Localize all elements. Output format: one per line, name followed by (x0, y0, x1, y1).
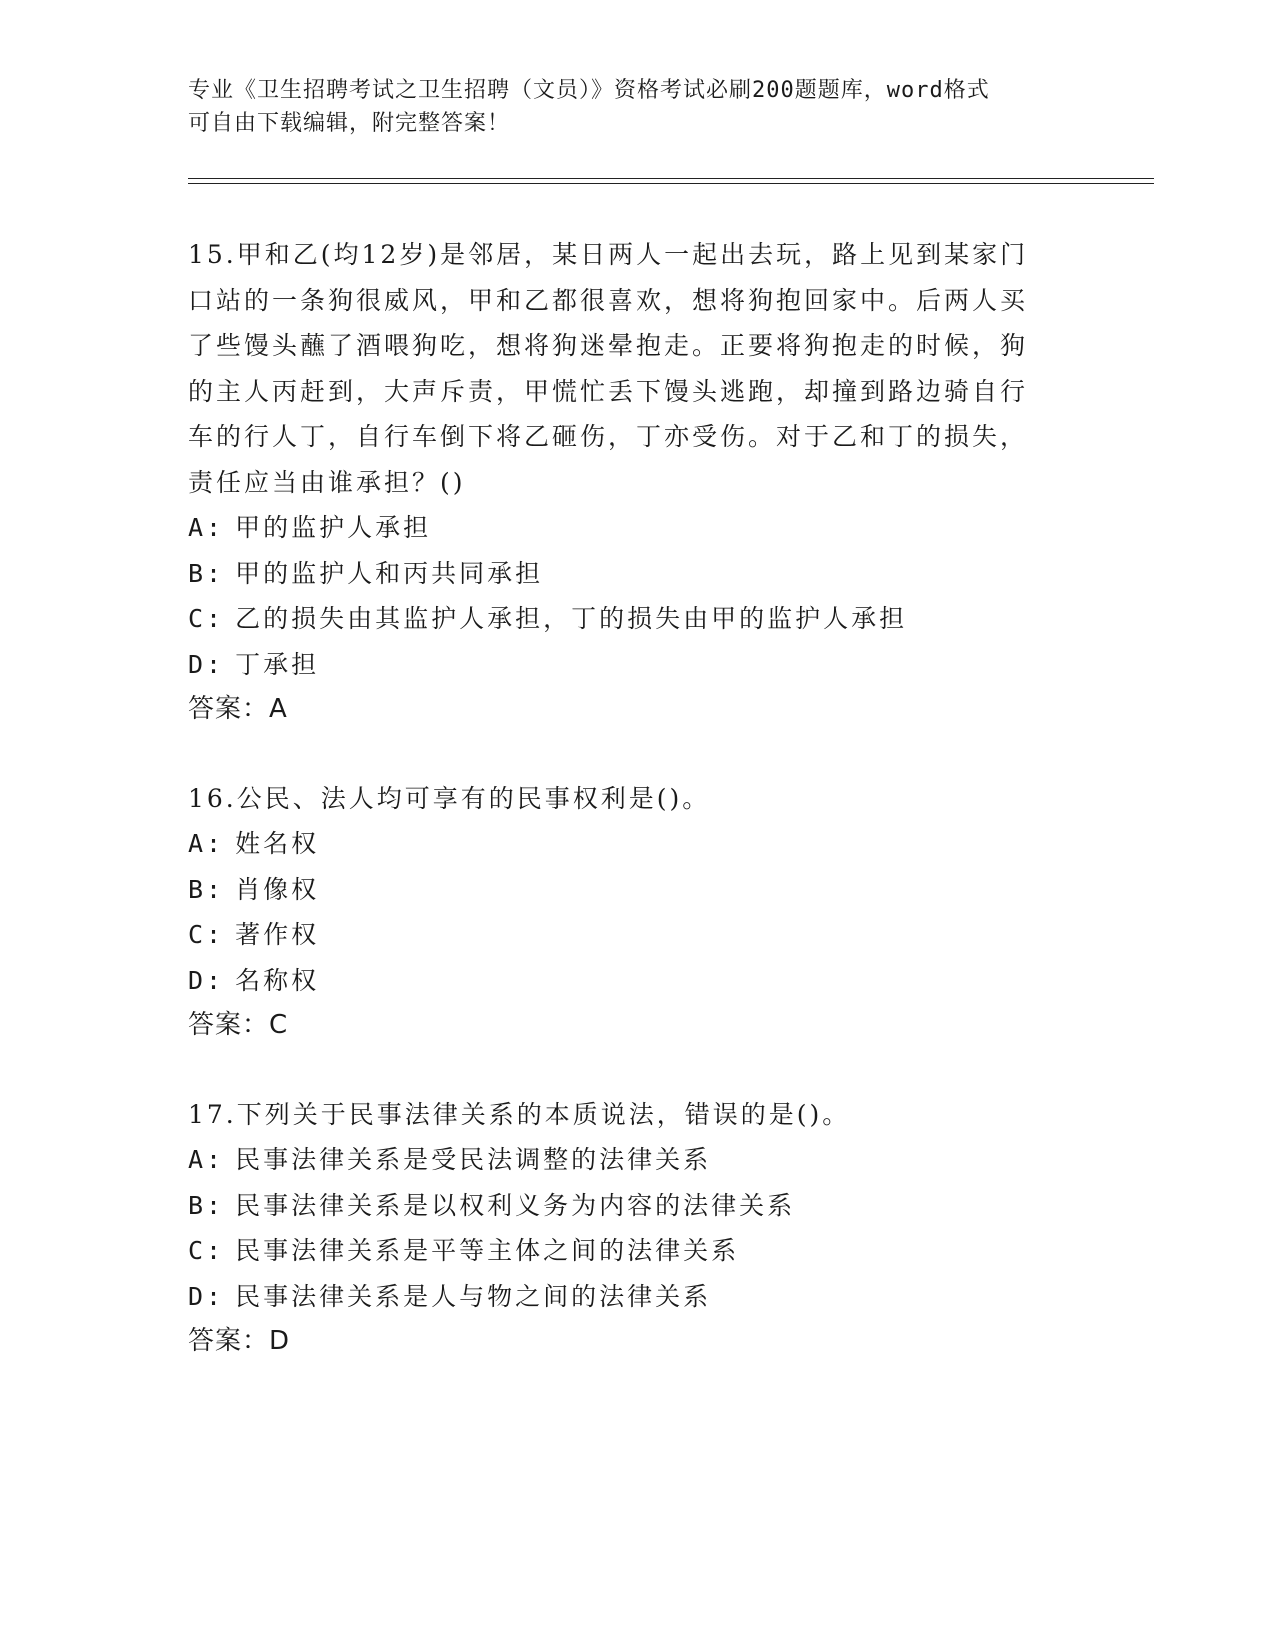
option-text: 甲的监护人承担 (235, 513, 432, 542)
option-text: 民事法律关系是平等主体之间的法律关系 (235, 1236, 740, 1265)
option-d (188, 642, 1068, 688)
option-key: A: (188, 1145, 225, 1174)
option-text: 民事法律关系是人与物之间的法律关系 (235, 1281, 712, 1311)
question-text: 17.下列关于民事法律关系的本质说法，错误的是()。 (188, 1099, 851, 1129)
option-text: 肖像权 (235, 874, 320, 904)
option-c (188, 1228, 1068, 1274)
header-line: 专业《卫生招聘考试之卫生招聘（文员）》资格考试必刷200题题库，word格式 (188, 78, 990, 103)
question-text: 16.公民、法人均可享有的民事权利是()。 (188, 783, 711, 813)
question-text: 的主人丙赶到，大声斥责，甲慌忙丢下馒头逃跑，却撞到路边骑自行 (188, 376, 1029, 406)
option-text: 名称权 (235, 965, 320, 995)
answer-line: 答案：D (188, 1326, 291, 1356)
option-key: B: (188, 1190, 225, 1220)
option-key: C: (188, 604, 225, 633)
option-key: D: (188, 649, 225, 679)
option-key: B: (188, 874, 225, 904)
question-17 (188, 1092, 1068, 1365)
document-header (188, 74, 1068, 140)
option-text: 著作权 (235, 920, 320, 949)
option-text: 姓名权 (235, 829, 320, 858)
question-text: 15.甲和乙(均12岁)是邻居，某日两人一起出去玩，路上见到某家门 (188, 240, 1029, 269)
option-a (188, 505, 1068, 551)
option-d (188, 958, 1068, 1004)
answer-line: 答案：C (188, 1010, 289, 1040)
option-key: C: (188, 920, 225, 949)
option-a (188, 821, 1068, 867)
option-b (188, 867, 1068, 913)
option-text: 民事法律关系是以权利义务为内容的法律关系 (235, 1190, 796, 1220)
option-key: C: (188, 1236, 225, 1265)
option-b (188, 1183, 1068, 1229)
question-16 (188, 776, 1068, 1049)
option-c (188, 912, 1068, 958)
option-b (188, 551, 1068, 597)
option-c (188, 596, 1068, 642)
option-d (188, 1274, 1068, 1320)
option-key: A: (188, 829, 225, 858)
question-list (188, 232, 1068, 1408)
question-text: 车的行人丁，自行车倒下将乙砸伤，丁亦受伤。对于乙和丁的损失， (188, 422, 1029, 451)
option-key: A: (188, 513, 225, 542)
question-text: 了些馒头蘸了酒喂狗吃，想将狗迷晕抱走。正要将狗抱走的时候，狗 (188, 331, 1029, 360)
option-key: B: (188, 558, 225, 588)
option-text: 甲的监护人和丙共同承担 (235, 558, 544, 588)
header-divider (188, 183, 1154, 184)
option-text: 丁承担 (235, 649, 320, 679)
header-divider (188, 178, 1154, 179)
question-text: 责任应当由谁承担？() (188, 467, 466, 497)
header-line: 可自由下载编辑，附完整答案！ (188, 111, 511, 136)
option-a (188, 1137, 1068, 1183)
option-key: D: (188, 1281, 225, 1311)
option-key: D: (188, 965, 225, 995)
option-text: 民事法律关系是受民法调整的法律关系 (235, 1145, 712, 1174)
question-text: 口站的一条狗很威风，甲和乙都很喜欢，想将狗抱回家中。后两人买 (188, 285, 1029, 315)
question-15 (188, 232, 1068, 733)
option-text: 乙的损失由其监护人承担，丁的损失由甲的监护人承担 (235, 604, 908, 633)
answer-line: 答案：A (188, 694, 288, 724)
